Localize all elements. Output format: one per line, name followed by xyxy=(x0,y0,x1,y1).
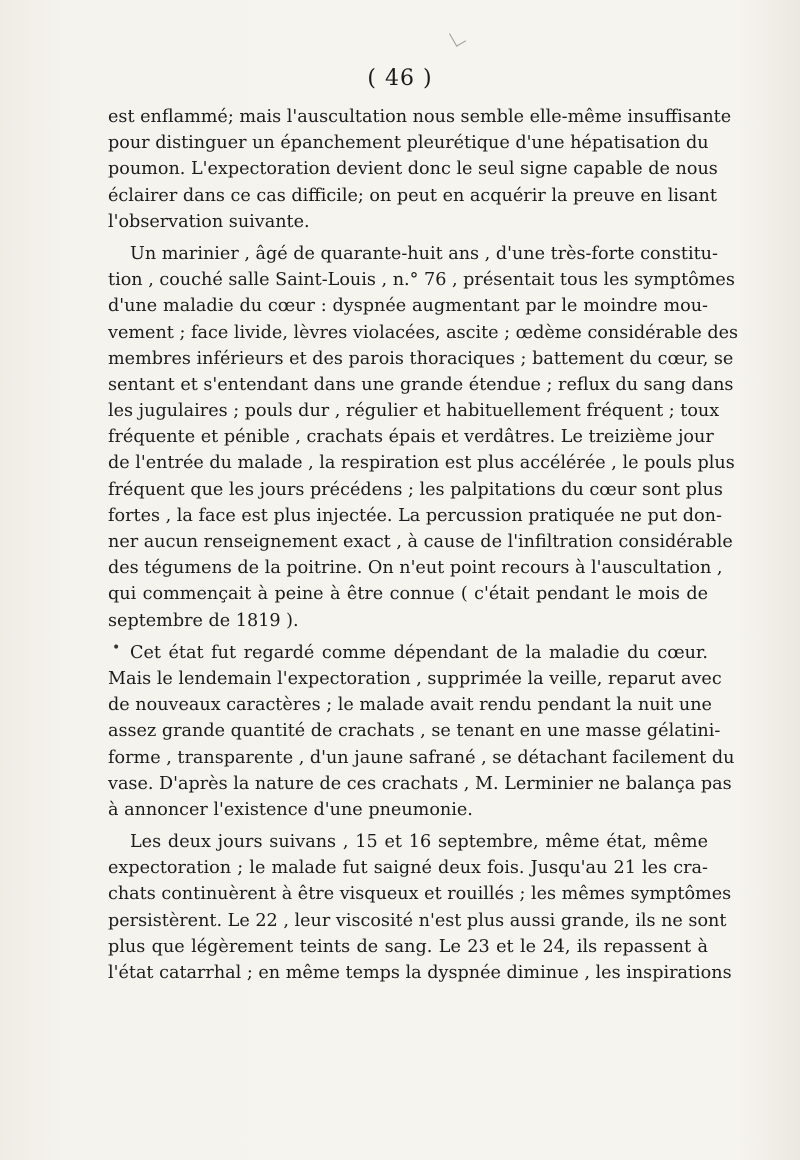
text-line: les jugulaires ; pouls dur , régulier et habituellement fréquent ; toux xyxy=(108,401,720,422)
paragraph xyxy=(108,241,739,634)
body-text xyxy=(108,104,739,986)
text-line: tion , couché salle Saint-Louis , n.° 76 , présentait tous les symptômes xyxy=(108,270,735,291)
paragraph xyxy=(108,829,732,986)
text-line: fortes , la face est plus injectée. La percussion pratiquée ne put don- xyxy=(108,505,722,526)
text-line: vement ; face livide, lèvres violacées, ascite ; œdème considérable des xyxy=(108,322,739,343)
margin-mark: • xyxy=(112,640,121,656)
text-line: Un marinier , âgé de quarante-huit ans , d'une très-forte constitu- xyxy=(130,243,718,264)
page-number: ( 46 ) xyxy=(367,66,433,91)
text-line: de l'entrée du malade , la respiration est plus accélérée , le pouls plus xyxy=(108,453,735,474)
text-line: de nouveaux caractères ; le malade avait rendu pendant la nuit une xyxy=(108,695,712,716)
text-line: membres inférieurs et des parois thoraciques ; battement du cœur, se xyxy=(108,348,734,369)
text-line: l'état catarrhal ; en même temps la dyspnée diminue , les inspirations xyxy=(108,963,732,983)
text-line: l'observation suivante. xyxy=(108,211,310,232)
text-line: chats continuèrent à être visqueux et rouillés ; les mêmes symptômes xyxy=(108,884,732,905)
text-line: à annoncer l'existence d'une pneumonie. xyxy=(108,799,473,820)
text-line: forme , transparente , d'un jaune safrané , se détachant facilement du xyxy=(108,747,735,768)
text-line: est enflammé; mais l'auscultation nous semble elle-même insuffisante xyxy=(108,107,732,127)
text-line: vase. D'après la nature de ces crachats , M. Lerminier ne balança pas xyxy=(108,773,732,794)
paragraph xyxy=(108,104,732,235)
text-line: pour distinguer un épanchement pleurétique d'une hépatisation du xyxy=(108,133,709,154)
text-line: éclairer dans ce cas difficile; on peut en acquérir la preuve en lisant xyxy=(108,185,717,206)
text-line: persistèrent. Le 22 , leur viscosité n'est plus aussi grande, ils ne sont xyxy=(108,910,727,931)
text-line: fréquent que les jours précédens ; les palpitations du cœur sont plus xyxy=(108,479,723,500)
text-line: Mais le lendemain l'expectoration , supprimée la veille, reparut avec xyxy=(108,668,722,689)
text-line: qui commençait à peine à être connue ( c'était pendant le mois de xyxy=(108,584,708,605)
text-line: assez grande quantité de crachats , se tenant en une masse gélatini- xyxy=(108,721,721,742)
text-line: d'une maladie du cœur : dyspnée augmentant par le moindre mou- xyxy=(108,296,708,317)
text-line: fréquente et pénible , crachats épais et verdâtres. Le treizième jour xyxy=(108,427,714,448)
text-line: expectoration ; le malade fut saigné deux fois. Jusqu'au 21 les cra- xyxy=(108,858,708,879)
text-line: septembre de 1819 ). xyxy=(108,610,299,631)
paragraph xyxy=(108,640,735,823)
text-line: des tégumens de la poitrine. On n'eut point recours à l'auscultation , xyxy=(108,558,723,579)
text-line: poumon. L'expectoration devient donc le seul signe capable de nous xyxy=(108,159,718,180)
text-line: ner aucun renseignement exact , à cause de l'infiltration considérable xyxy=(108,532,733,552)
text-line: sentant et s'entendant dans une grande étendue ; reflux du sang dans xyxy=(108,374,734,395)
text-line: Cet état fut regardé comme dépendant de la maladie du cœur. xyxy=(130,642,708,663)
text-line: Les deux jours suivans , 15 et 16 septembre, même état, même xyxy=(130,832,708,853)
text-line: plus que légèrement teints de sang. Le 23 et le 24, ils repassent à xyxy=(108,936,708,957)
paper-speck xyxy=(449,28,466,46)
